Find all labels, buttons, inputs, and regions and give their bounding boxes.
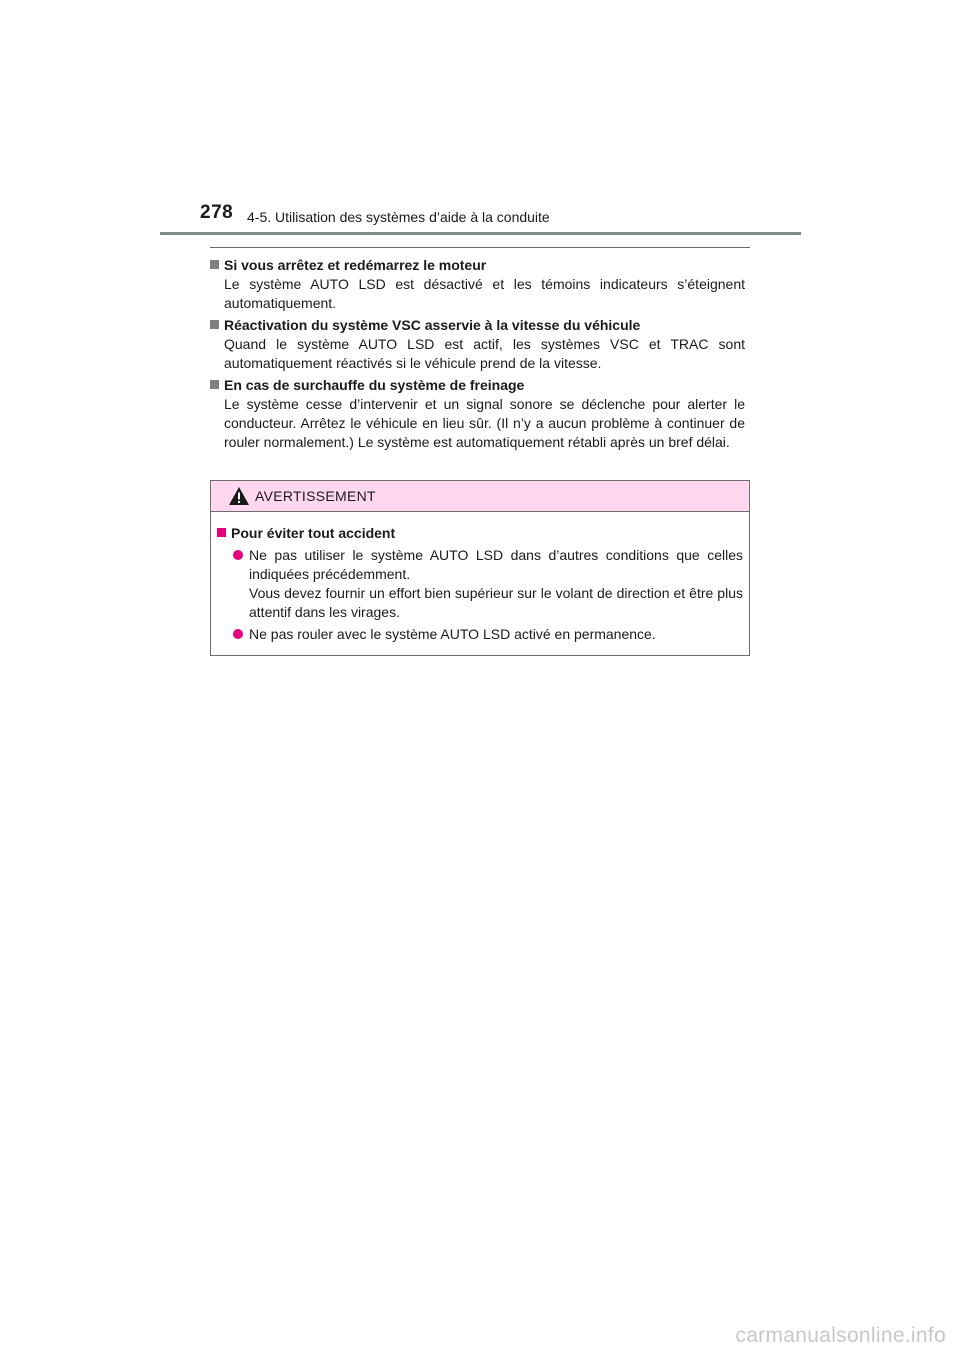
warning-title: AVERTISSEMENT <box>255 488 376 504</box>
square-bullet-icon <box>217 528 226 537</box>
info-item-engine-restart <box>210 256 745 313</box>
heading-text: Si vous arrêtez et redémarrez le moteur <box>224 257 487 273</box>
circle-bullet-icon <box>233 550 243 560</box>
info-item-body: Le système cesse d’intervenir et un signal sonore se déclenche pour alerter le conducteur. Arrêtez le véhicule en lieu sûr. (Il n’y a aucun problème à continuer de rouler normalement.) Le système est automatiquement rétabli après un bref délai. <box>224 396 745 450</box>
page-number: 278 <box>200 202 234 223</box>
heading-text: En cas de surchauffe du système de freinage <box>224 377 525 393</box>
bullet-paragraph: Ne pas rouler avec le système AUTO LSD activé en permanence. <box>249 626 656 642</box>
heading-text: Réactivation du système VSC asservie à la vitesse du véhicule <box>224 317 641 333</box>
content-section <box>210 256 745 455</box>
info-item-body: Le système AUTO LSD est désactivé et les témoins indicateurs s’éteignent automatiquement. <box>224 276 745 311</box>
page-header <box>0 0 960 240</box>
square-bullet-icon <box>210 380 219 389</box>
info-item-body: Quand le système AUTO LSD est actif, les systèmes VSC et TRAC sont automatiquement réactivés si le véhicule prend de la vitesse. <box>224 336 745 371</box>
warning-bullet-item <box>233 625 743 644</box>
info-item-heading <box>210 376 745 395</box>
square-bullet-icon <box>210 260 219 269</box>
info-item-vsc-reactivation <box>210 316 745 373</box>
section-title: 4-5. Utilisation des systèmes d’aide à la conduite <box>247 209 550 225</box>
header-rule <box>160 232 801 235</box>
warning-bullet-item <box>233 546 743 622</box>
bullet-paragraph: Vous devez fournir un effort bien supérieur sur le volant de direction et être plus attentif dans les virages. <box>249 585 743 620</box>
heading-text: Pour éviter tout accident <box>231 525 396 541</box>
watermark: carmanualsonline.info <box>735 1324 946 1347</box>
warning-triangle-icon <box>228 486 250 506</box>
bullet-paragraph: Ne pas utiliser le système AUTO LSD dans d’autres conditions que celles indiquées précédemment. <box>249 547 743 582</box>
content-top-rule <box>210 247 750 248</box>
info-item-heading <box>210 256 745 275</box>
warning-body <box>211 512 749 644</box>
bullet-text <box>249 625 743 644</box>
info-item-brake-overheat <box>210 376 745 452</box>
square-bullet-icon <box>210 320 219 329</box>
circle-bullet-icon <box>233 629 243 639</box>
bullet-text <box>249 546 743 622</box>
info-item-heading <box>210 316 745 335</box>
warning-box <box>210 480 750 656</box>
warning-heading <box>217 524 743 543</box>
warning-header <box>211 481 749 512</box>
